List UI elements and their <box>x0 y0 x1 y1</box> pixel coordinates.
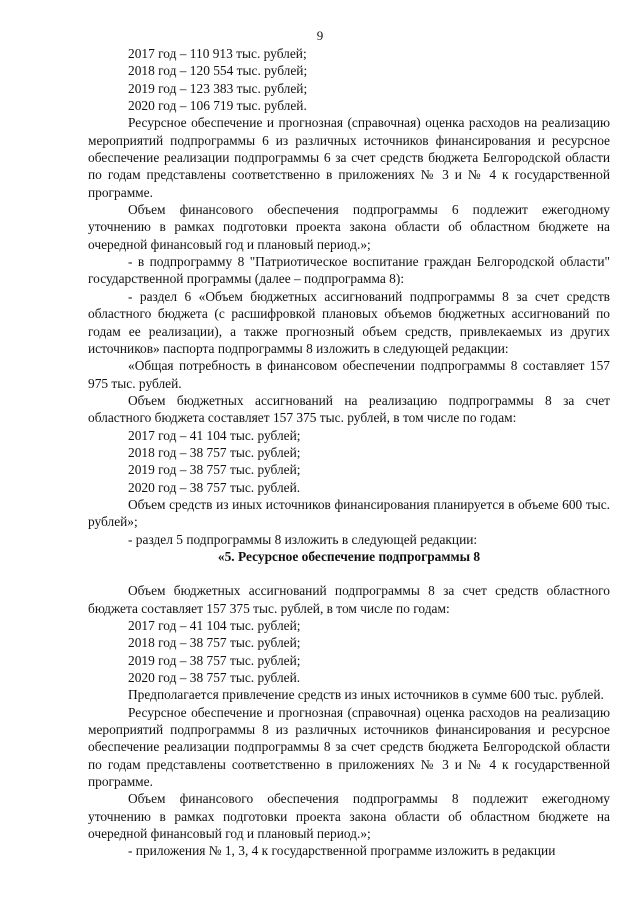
paragraph: Объем бюджетных ассигнований подпрограммы 8 за счет средств областного бюджета составляет 157 375 тыс. рублей, в том числе по годам: <box>88 583 610 616</box>
page-number: 9 <box>316 28 324 43</box>
year-amount-line: 2020 год – 38 757 тыс. рублей. <box>128 479 301 495</box>
document-body <box>88 45 610 860</box>
paragraph: Предполагается привлечение средств из иных источников в сумме 600 тыс. рублей. <box>128 687 604 703</box>
year-amount-line: 2019 год – 38 757 тыс. рублей; <box>128 462 301 478</box>
year-amount-line: 2020 год – 106 719 тыс. рублей. <box>128 98 307 114</box>
paragraph: - приложения № 1, 3, 4 к государственной программе изложить в редакции <box>128 843 556 859</box>
paragraph: «Общая потребность в финансовом обеспечении подпрограммы 8 составляет 157 975 тыс. рублей. <box>88 358 610 391</box>
paragraph: Объем финансового обеспечения подпрограммы 6 подлежит ежегодному уточнению в рамках подготовки проекта закона области об областном бюджете на очередной финансовый год и плановый период.»; <box>88 202 610 252</box>
paragraph: Ресурсное обеспечение и прогнозная (справочная) оценка расходов на реализацию мероприятий подпрограммы 6 из различных источников финансирования и ресурсное обеспечение реализации подпрограммы 6 за счет средств бюджета Белгородской области по годам представлены соответственно в приложениях № 3 и № 4 к государственной программе. <box>88 115 610 200</box>
paragraph: - в подпрограмму 8 "Патриотическое воспитание граждан Белгородской области" государственной программы (далее – подпрограмма 8): <box>88 254 610 287</box>
year-amount-line: 2017 год – 41 104 тыс. рублей; <box>128 427 301 443</box>
year-amount-line: 2019 год – 123 383 тыс. рублей; <box>128 80 308 96</box>
year-amount-line: 2018 год – 120 554 тыс. рублей; <box>128 63 308 79</box>
year-amount-line: 2018 год – 38 757 тыс. рублей; <box>128 635 301 651</box>
section-heading: «5. Ресурсное обеспечение подпрограммы 8 <box>217 548 481 564</box>
paragraph: Объем бюджетных ассигнований на реализацию подпрограммы 8 за счет областного бюджета составляет 157 375 тыс. рублей, в том числе по годам: <box>88 392 610 426</box>
year-amount-line: 2020 год – 38 757 тыс. рублей. <box>128 670 301 686</box>
paragraph: Объем финансового обеспечения подпрограммы 8 подлежит ежегодному уточнению в рамках подготовки проекта закона области об областном бюджете на очередной финансовый год и плановый период.»; <box>88 791 610 842</box>
paragraph: - раздел 5 подпрограммы 8 изложить в следующей редакции: <box>128 531 478 547</box>
paragraph: Ресурсное обеспечение и прогнозная (справочная) оценка расходов на реализацию мероприятий подпрограммы 8 из различных источников финансирования и ресурсное обеспечение реализации подпрограммы 8 за счет средств бюджета Белгородской области по годам представлены соответственно в приложениях № 3 и № 4 к государственной программе. <box>88 704 610 790</box>
year-amount-line: 2018 год – 38 757 тыс. рублей; <box>128 444 301 460</box>
year-amount-line: 2019 год – 38 757 тыс. рублей; <box>128 652 301 668</box>
year-amount-line: 2017 год – 110 913 тыс. рублей; <box>128 46 307 61</box>
paragraph: Объем средств из иных источников финансирования планируется в объеме 600 тыс. рублей»; <box>88 496 610 530</box>
year-amount-line: 2017 год – 41 104 тыс. рублей; <box>128 618 301 633</box>
paragraph: - раздел 6 «Объем бюджетных ассигнований подпрограммы 8 за счет средств областного бюджета (с расшифровкой плановых объемов бюджетных ассигнований по годам ее реализации), а также прогнозный объем средств, привлекаемых из других источников» паспорта подпрограммы 8 изложить в следующей редакции: <box>88 288 610 356</box>
